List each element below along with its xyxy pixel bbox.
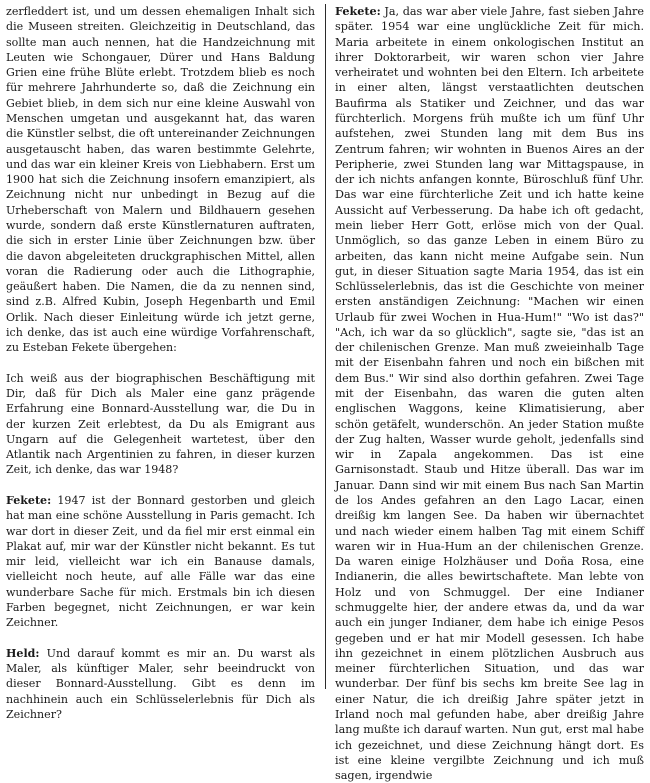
fekete-answer-paragraph bbox=[6, 493, 315, 631]
fekete-answer-text: 1947 ist der Bonnard gestorben und gleich hat man eine schöne Ausstellung in Paris gemacht. Ich war dort in dieser Zeit, und da fiel mir erst einmal ein Plakat auf, mir war der Künstler nicht bekannt. Es tut mir leid, vielleicht war ich ein Banause damals, vielleicht noch heute, auf alle Fälle war das eine wunderbare Sache für mich. Erstmals bin ich diesen Farben begegnet, nicht Zeichnungen, er war kein Zeichner. bbox=[6, 494, 315, 630]
intro-paragraph: zerfleddert ist, und um dessen ehemaligen Inhalt sich die Museen streiten. Gleichzeitig in Deutschland, das sollte man auch nennen, hat die Handzeichnung mit Leuten wie Schongauer, Dürer und Hans Baldung Grien eine frühe Blüte erlebt. Trotzdem blieb es noch für mehrere Jahrhunderte so, daß die Zeichnung ein Gebiet blieb, in dem sich nur eine kleine Auswahl von Menschen umgetan und ausgekannt hat, das waren die Künstler selbst, die oft untereinander Zeichnungen ausgetauscht haben, das waren bestimmte Gelehrte, und das war ein kleiner Kreis von Liebhabern. Erst um 1900 hat sich die Zeichnung insofern emanzipiert, als Zeichnung nicht nur unbedingt in Bezug auf die Urheberschaft von Malern und Bildhauern gesehen wurde, sondern daß erste Künstlernaturen auftraten, die sich in erster Linie über Zeichnungen bzw. über die davon abgeleiteten druckgraphischen Mittel, allen voran die Radierung oder auch die Lithographie, geäußert haben. Die Namen, die da zu nennen sind, sind z.B. Alfred Kubin, Joseph Hegenbarth und Emil Orlik. Nach dieser Einleitung würde ich jetzt gerne, ich denke, das ist auch eine würdige Vorfahrenschaft, zu Esteban Fekete übergehen: bbox=[6, 5, 315, 355]
speaker-label-held: Held: bbox=[6, 646, 40, 660]
speaker-label-fekete-right: Fekete: bbox=[335, 4, 381, 18]
left-column bbox=[6, 4, 315, 721]
held-question-paragraph bbox=[6, 646, 315, 722]
right-column bbox=[325, 4, 644, 783]
fekete-story-paragraph bbox=[335, 4, 644, 783]
fekete-story-text: Ja, das war aber viele Jahre, fast sieben Jahre später. 1954 war eine unglückliche Zeit für mich. Maria arbeitete in einem onkologischen Institut an ihrer Doktorarbeit, wir waren schon vier Jahre verheiratet und wohnten bei den Eltern. Ich arbeitete in einer alten, längst verstaatlichten deutschen Baufirma als Statiker und Zeichner, und das war fürchterlich. Morgens früh mußte ich um fünf Uhr aufstehen, zwei Stunden lang mit dem Bus ins Zentrum fahren; wir wohnten in Buenos Aires an der Peripherie, zwei Stunden lang war Mittagspause, in der ich nichts anfangen konnte, Büroschluß fünf Uhr. Das war eine fürchterliche Zeit und ich hatte keine Aussicht auf Verbesserung. Da habe ich oft gedacht, mein lieber Herr Gott, erlöse mich von der Qual. Unmöglich, so das ganze Leben in einem Büro zu arbeiten, das kann nicht meine Aufgabe sein. Nun gut, in dieser Situation sagte Maria 1954, das ist ein Schlüsselerlebnis, das ist die Geschichte von meiner ersten anständigen Zeichnung: "Machen wir einen Urlaub für zwei Wochen in Hua-Hum!" "Wo ist das?" "Ach, ich war da so glücklich", sagte sie, "das ist an der chilenischen Grenze. Man muß zweieinhalb Tage mit der Eisenbahn fahren und noch ein bißchen mit dem Bus." Wir sind also dorthin gefahren. Zwei Tage mit der Eisenbahn, das waren die guten alten englischen Waggons, keine Klimatisierung, aber schön getäfelt, wunderschön. An jeder Station mußte der Zug halten, Wasser wurde geholt, jedenfalls sind wir in Zapala angekommen. Das ist eine Garnisonstadt. Staub und Hitze überall. Das war im Januar. Dann sind wir mit einem Bus nach San Martin de los Andes gefahren an den Lago Lacar, einen dreißig km langen See. Da haben wir übernachtet und nach wieder einem halben Tag mit einem Schiff waren wir in Hua-Hum an der chilenischen Grenze. Da waren einige Holzhäuser und Doña Rosa, eine Indianerin, die alles bewirtschaftete. Man lebte von Holz und von Schmuggel. Der eine Indianer schmuggelte hier, der andere etwas da, und da war auch ein junger Indianer, dem habe ich einige Pesos gegeben und er hat mir Modell gesessen. Ich habe ihn gezeichnet in einem plötzlichen Ausbruch aus meiner fürchterlichen Situation, und das war wunderbar. Der fünf bis sechs km breite See lag in einer Natur, die ich dreißig Jahre später jetzt in Irland noch mal gefunden habe, aber dreißig Jahre lang mußte ich darauf warten. Nun gut, erst mal habe ich gezeichnet, und diese Zeichnung hängt dort. Es ist eine kleine vergilbte Zeichnung und ich muß sagen, irgendwie bbox=[335, 5, 644, 783]
speaker-label-fekete: Fekete: bbox=[6, 494, 52, 508]
held-question-text: Und darauf kommt es mir an. Du warst als Maler, als künftiger Maler, sehr beeindruckt von dieser Bonnard-Ausstellung. Gibt es denn im nachhinein auch ein Schlüsselerlebnis für Dich als Zeichner? bbox=[6, 646, 315, 721]
question-paragraph: Ich weiß aus der biographischen Beschäftigung mit Dir, daß für Dich als Maler eine ganz prägende Erfahrung eine Bonnard-Ausstellung war, die Du in der kurzen Zeit erlebtest, da Du als Emigrant aus Ungarn auf die Gelegenheit wartetest, über den Atlantik nach Argentinien zu fahren, in dieser kurzen Zeit, ich denke, das war 1948? bbox=[6, 371, 315, 477]
